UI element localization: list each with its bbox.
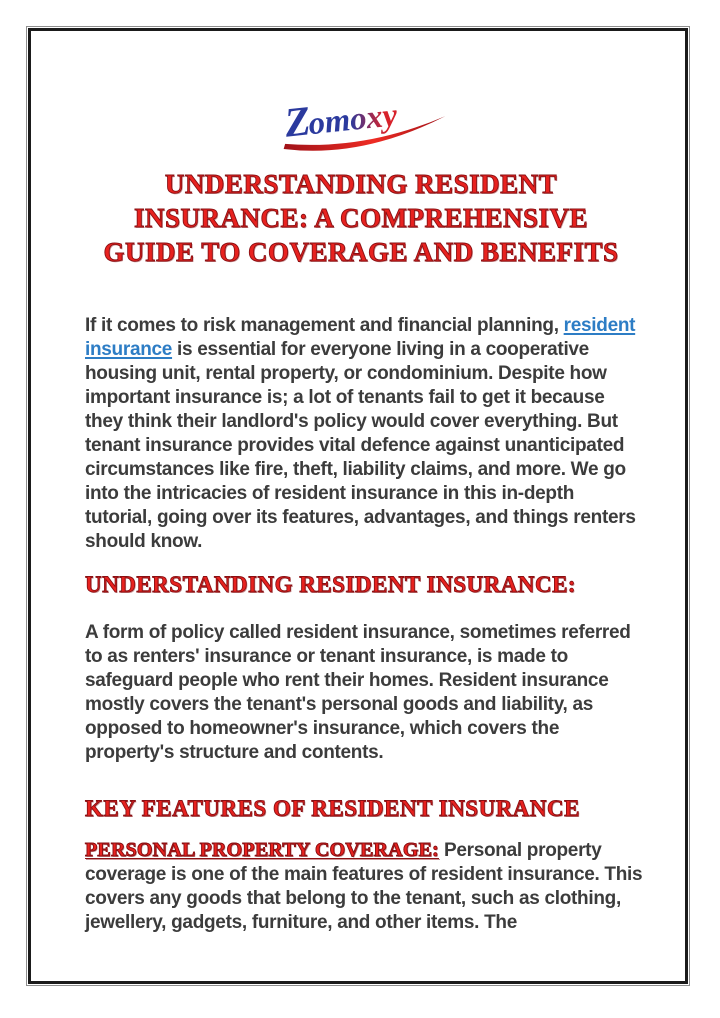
logo-text: Zomoxy: [282, 97, 399, 146]
article-content: [31, 31, 685, 935]
logo-container: [85, 85, 637, 151]
page-title: UNDERSTANDING RESIDENT INSURANCE: A COMPREHENSIVE GUIDE TO COVERAGE AND BENEFITS: [103, 169, 619, 267]
feature-text: Personal property coverage is one of the main features of resident insurance. This covers any goods that belong to the tenant, such as clothing, jewellery, gadgets, furniture, and other items. The: [85, 840, 643, 933]
page-frame: [28, 28, 688, 984]
resident-insurance-link[interactable]: resident insurance: [85, 315, 636, 360]
section-paragraph-understanding: A form of policy called resident insurance, sometimes referred to as renters' insurance or tenant insurance, is made to safeguard people who rent their homes. Resident insurance mostly covers the tenant's personal goods and liability, as opposed to homeowner's insurance, which covers the property's structure and contents.: [85, 622, 631, 763]
section-heading-key-features: KEY FEATURES OF RESIDENT INSURANCE: [85, 796, 580, 821]
intro-text-before: If it comes to risk management and financial planning,: [85, 315, 564, 336]
feature-label: PERSONAL PROPERTY COVERAGE:: [85, 839, 439, 861]
section-heading-understanding: UNDERSTANDING RESIDENT INSURANCE:: [85, 572, 577, 597]
intro-text-after: is essential for everyone living in a cooperative housing unit, rental property, or condominium. Despite how important insurance is; a lot of tenants fail to get it because they think their landlord's policy would cover everything. But tenant insurance provides vital defence against unanticipated circumstances like fire, theft, liability claims, and more. We go into the intricacies of resident insurance in this in-depth tutorial, going over its features, advantages, and things renters should know.: [85, 339, 636, 552]
zomoxy-logo: [267, 85, 455, 151]
intro-paragraph: [85, 314, 645, 554]
feature-paragraph: [85, 838, 645, 935]
